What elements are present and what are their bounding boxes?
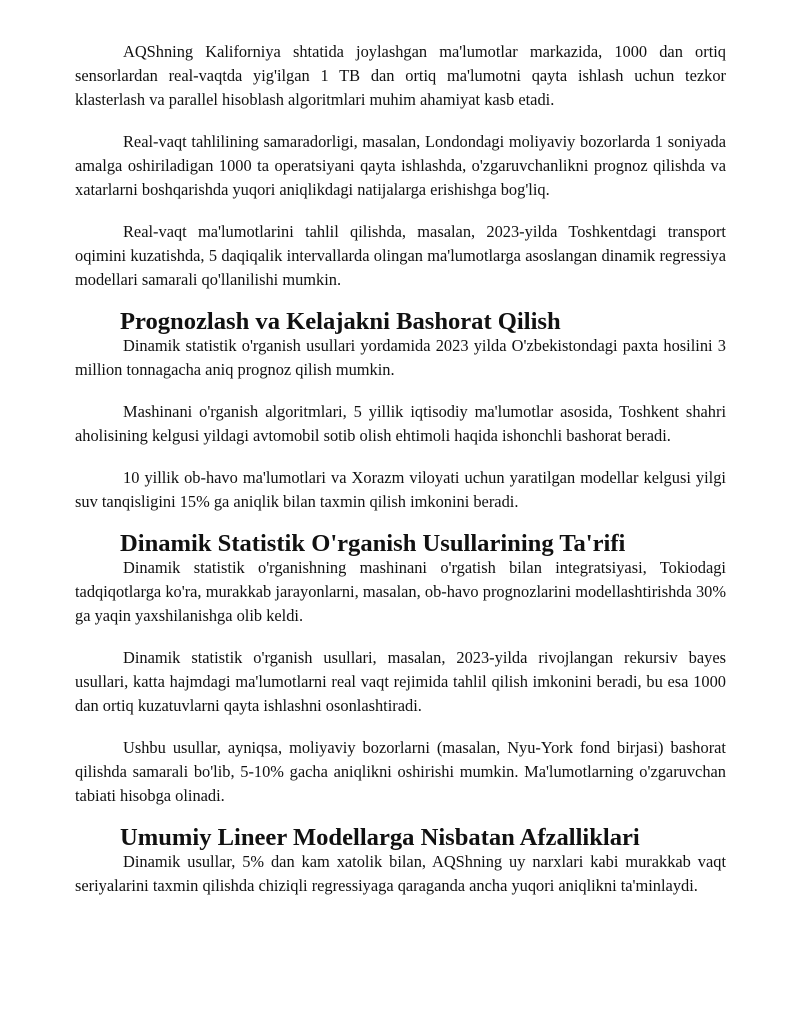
document-page	[75, 40, 726, 916]
paragraph: Dinamik statistik o'rganish usullari, masalan, 2023-yilda rivojlangan rekursiv bayes usullari, katta hajmdagi ma'lumotlarni real vaqt rejimida tahlil qilish imkonini beradi, bu esa 1000 dan ortiq kuzatuvlarni qayta ishlashni osonlashtiradi.	[75, 648, 726, 715]
paragraph: 10 yillik ob-havo ma'lumotlari va Xorazm viloyati uchun yaratilgan modellar kelgusi yilgi suv tanqisligini 15% ga aniqlik bilan taxmin qilish imkonini beradi.	[75, 468, 726, 511]
paragraph: Dinamik statistik o'rganish usullari yordamida 2023 yilda O'zbekistondagi paxta hosilini 3 million tonnagacha aniq prognoz qilish mumkin.	[75, 336, 726, 379]
paragraph: Dinamik statistik o'rganishning mashinani o'rgatish bilan integratsiyasi, Tokiodagi tadqiqotlarga ko'ra, murakkab jarayonlarni, masalan, ob-havo prognozlarini modellashtirishda 30% ga yaqin yaxshilanishga olib keldi.	[75, 558, 726, 625]
paragraph: Real-vaqt ma'lumotlarini tahlil qilishda, masalan, 2023-yilda Toshkentdagi transport oqimini kuzatishda, 5 daqiqalik intervallarda olingan ma'lumotlarga asoslangan dinamik regressiya modellari samarali qo'llanilishi mumkin.	[75, 222, 726, 289]
section-heading: Umumiy Lineer Modellarga Nisbatan Afzalliklari	[120, 824, 640, 851]
paragraph: Real-vaqt tahlilining samaradorligi, masalan, Londondagi moliyaviy bozorlarda 1 soniyada amalga oshiriladigan 1000 ta operatsiyani qayta ishlashda, o'zgaruvchanlikni prognoz qilishda va xatarlarni boshqarishda yuqori aniqlikdagi natijalarga erishishga bog'liq.	[75, 132, 726, 199]
paragraph: AQShning Kaliforniya shtatida joylashgan ma'lumotlar markazida, 1000 dan ortiq sensorlardan real-vaqtda yig'ilgan 1 TB dan ortiq ma'lumotni qayta ishlash uchun tezkor klasterlash va parallel hisoblash algoritmlari muhim ahamiyat kasb etadi.	[75, 42, 726, 109]
paragraph: Mashinani o'rganish algoritmlari, 5 yillik iqtisodiy ma'lumotlar asosida, Toshkent shahri aholisining kelgusi yildagi avtomobil sotib olish ehtimoli haqida ishonchli bashorat beradi.	[75, 402, 726, 445]
paragraph: Dinamik usullar, 5% dan kam xatolik bilan, AQShning uy narxlari kabi murakkab vaqt seriyalarini taxmin qilishda chiziqli regressiyaga qaraganda ancha yuqori aniqlikni ta'minlaydi.	[75, 852, 726, 895]
paragraph: Ushbu usullar, ayniqsa, moliyaviy bozorlarni (masalan, Nyu-York fond birjasi) bashorat qilishda samarali bo'lib, 5-10% gacha aniqlikni oshirishi mumkin. Ma'lumotlarning o'zgaruvchan tabiati hisobga olinadi.	[75, 738, 726, 805]
section-heading: Dinamik Statistik O'rganish Usullarining Ta'rifi	[120, 530, 626, 557]
section-heading: Prognozlash va Kelajakni Bashorat Qilish	[120, 308, 561, 335]
